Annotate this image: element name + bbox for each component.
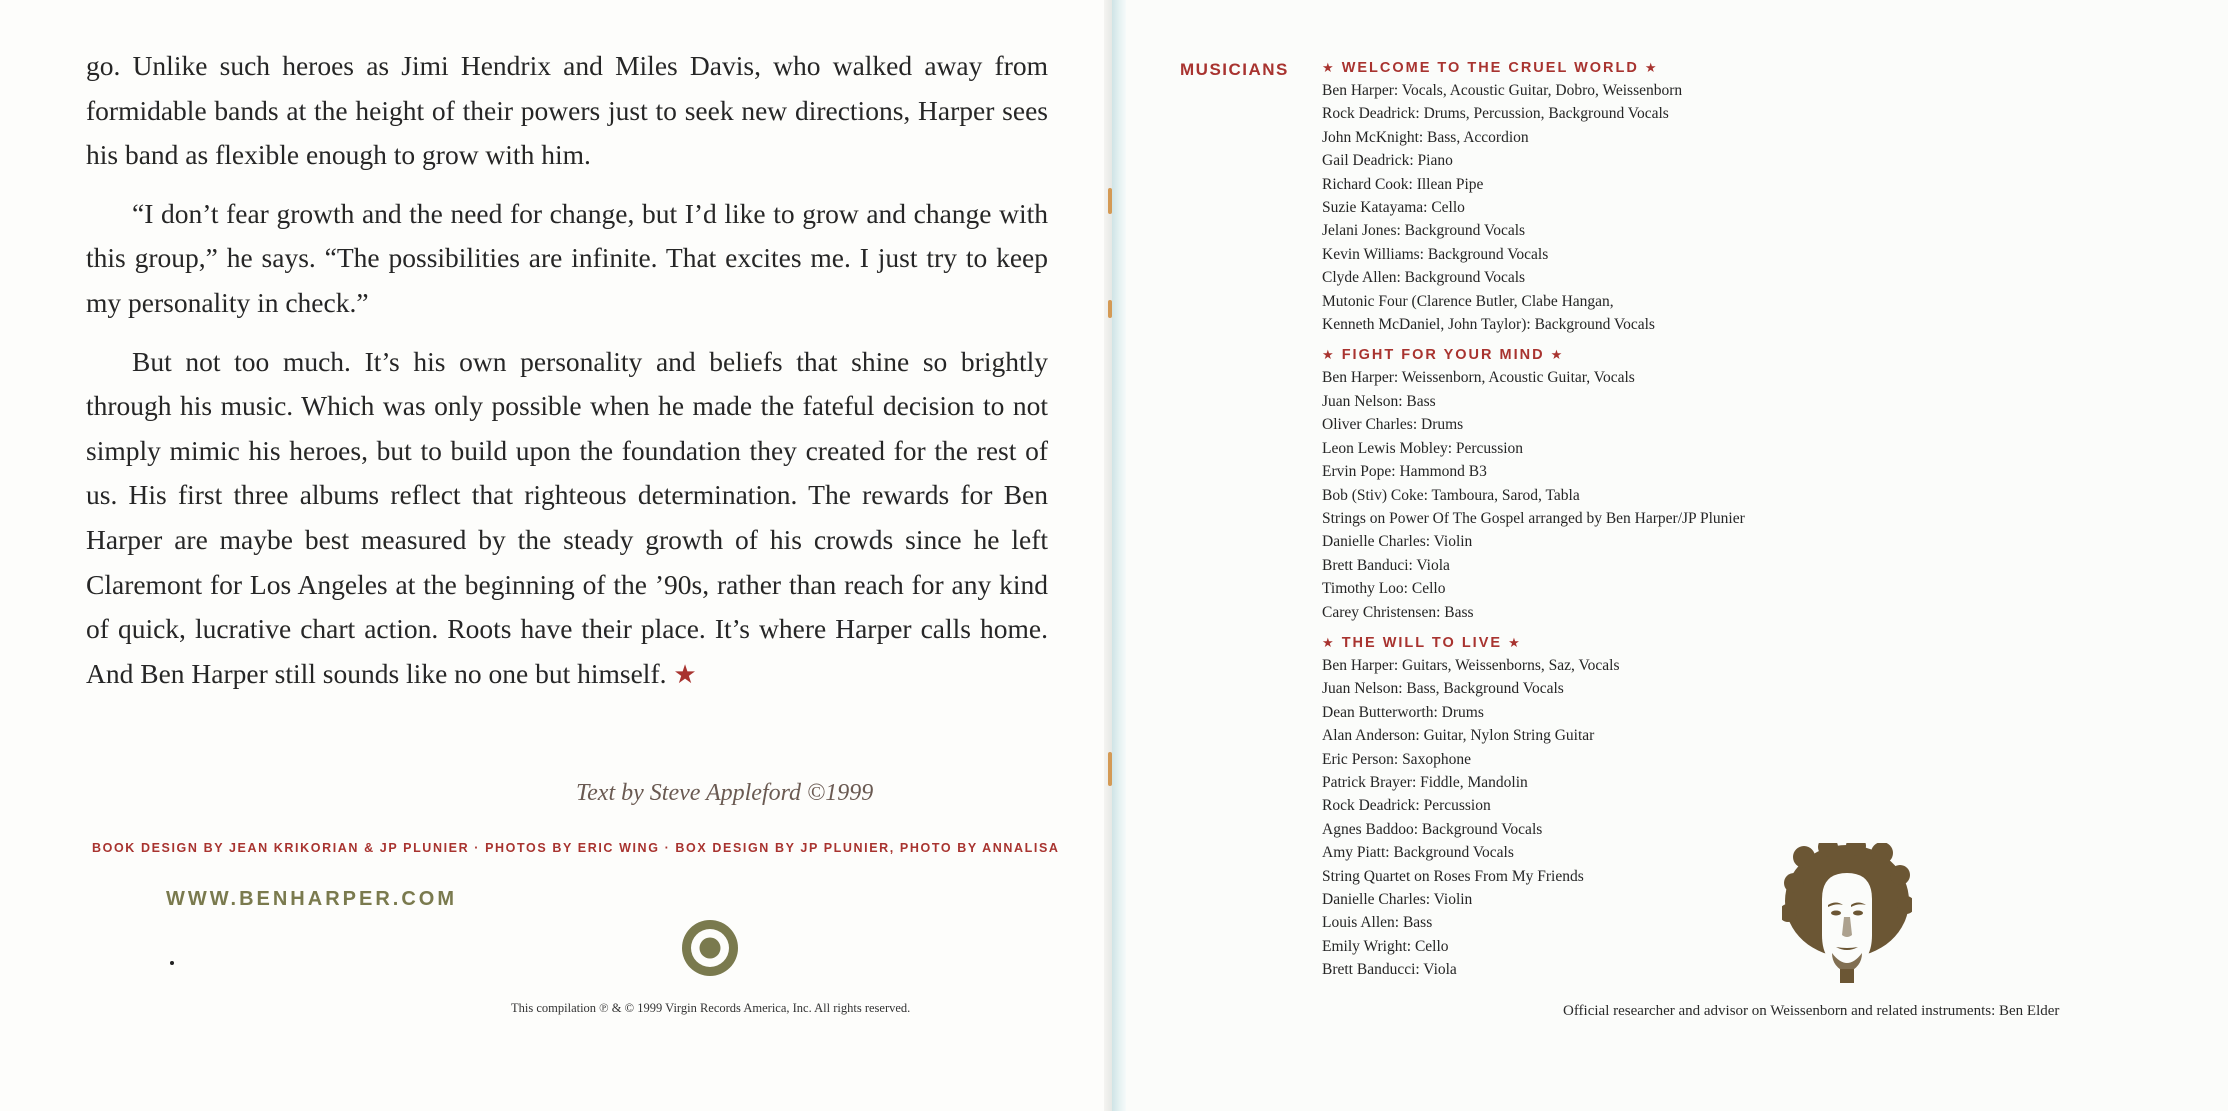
credit-line: Mutonic Four (Clarence Butler, Clabe Hangan, bbox=[1322, 292, 1614, 310]
credit-line: John McKnight: Bass, Accordion bbox=[1322, 128, 1529, 146]
credit-line: Ervin Pope: Hammond B3 bbox=[1322, 463, 1487, 481]
credit-line: Carey Christensen: Bass bbox=[1322, 603, 1474, 621]
credit-line: Ben Harper: Weissenborn, Acoustic Guitar, Vocals bbox=[1322, 369, 1635, 387]
credit-line: Strings on Power Of The Gospel arranged by Ben Harper/JP Plunier bbox=[1322, 509, 1745, 527]
credit-line: Danielle Charles: Violin bbox=[1322, 533, 1473, 551]
website-url: WWW.BENHARPER.COM bbox=[166, 888, 457, 910]
left-page bbox=[0, 0, 1112, 1111]
virgin-target-logo-icon bbox=[680, 918, 740, 978]
essay-paragraph-1: go. Unlike such heroes as Jimi Hendrix and Miles Davis, who walked away from formidable bands at the height of their powers just to seek new directions, Harper sees his band as flexible enough to grow with him. bbox=[86, 50, 1048, 171]
advisor-note: Official researcher and advisor on Weissenborn and related instruments: Ben Elder bbox=[1563, 1003, 2060, 1019]
credit-line: Amy Piatt: Background Vocals bbox=[1322, 844, 1514, 862]
copyright-notice: This compilation ℗ & © 1999 Virgin Records America, Inc. All rights reserved. bbox=[511, 1001, 911, 1015]
end-star-icon: ★ bbox=[673, 659, 697, 689]
album-credits-welcome bbox=[1322, 57, 2082, 336]
credit-line: Leon Lewis Mobley: Percussion bbox=[1322, 439, 1524, 457]
credit-line: Rock Deadrick: Percussion bbox=[1322, 797, 1491, 815]
musicians-heading: MUSICIANS bbox=[1180, 60, 1289, 79]
essay-paragraph-3-text: But not too much. It’s his own personality and beliefs that shine so brightly through his music. Which was only possible when he made the fateful decision to not simply mimic his heroes, but to build upon the foundation they created for the rest of us. His first three albums reflect that righteous determination. The rewards for Ben Harper are maybe best measured by the steady growth of his crowds since he left Claremont for Los Angeles at the beginning of the ’90s, rather than reach for any kind of quick, lucrative chart action. Roots have their place. It’s where Harper calls home. And Ben Harper still sounds like no one but himself. bbox=[86, 345, 1048, 689]
essay-paragraph-3 bbox=[86, 340, 1048, 698]
credit-line: Dean Butterworth: Drums bbox=[1322, 703, 1484, 721]
album-title-text: WELCOME TO THE CRUEL WORLD bbox=[1341, 60, 1639, 76]
album-title-text: FIGHT FOR YOUR MIND bbox=[1341, 347, 1545, 364]
spine-band bbox=[1112, 0, 1126, 1111]
credit-line: Rock Deadrick: Drums, Percussion, Background Vocals bbox=[1322, 105, 1669, 123]
credit-line: Bob (Stiv) Coke: Tamboura, Sarod, Tabla bbox=[1322, 486, 1580, 504]
credit-line: Brett Banducci: Viola bbox=[1322, 961, 1457, 979]
star-icon: ★ bbox=[1550, 347, 1565, 363]
credit-line: Louis Allen: Bass bbox=[1322, 914, 1433, 932]
credit-line: Kenneth McDaniel, John Taylor): Background Vocals bbox=[1322, 316, 1655, 334]
credit-line: Ben Harper: Guitars, Weissenborns, Saz, Vocals bbox=[1322, 656, 1620, 674]
credit-line: Juan Nelson: Bass, Background Vocals bbox=[1322, 680, 1564, 698]
star-icon: ★ bbox=[1322, 634, 1336, 650]
credit-line: Gail Deadrick: Piano bbox=[1322, 152, 1453, 170]
essay-paragraph-2: “I don’t fear growth and the need for change, but I’d like to grow and change with this group,” he says. “The possibilities are infinite. That excites me. I just try to keep my personality in check.” bbox=[86, 197, 1048, 318]
credit-line: Alan Anderson: Guitar, Nylon String Guitar bbox=[1322, 727, 1595, 745]
credit-line: Timothy Loo: Cello bbox=[1322, 580, 1446, 598]
star-icon: ★ bbox=[1644, 60, 1659, 75]
credit-line: Danielle Charles: Violin bbox=[1322, 891, 1473, 908]
star-icon: ★ bbox=[1508, 634, 1522, 650]
page-gutter bbox=[1104, 0, 1112, 1111]
credit-line: Agnes Baddoo: Background Vocals bbox=[1322, 820, 1543, 838]
star-icon: ★ bbox=[1322, 60, 1336, 75]
credit-line: Clyde Allen: Background Vocals bbox=[1322, 269, 1526, 287]
credit-line: Oliver Charles: Drums bbox=[1322, 416, 1464, 434]
musician-credits bbox=[1322, 57, 2082, 990]
credit-line: Jelani Jones: Background Vocals bbox=[1322, 222, 1526, 240]
credit-line: String Quartet on Roses From My Friends bbox=[1322, 867, 1584, 885]
album-credits-fight bbox=[1322, 344, 2082, 623]
credit-line: Eric Person: Saxophone bbox=[1322, 750, 1471, 768]
credit-line: Ben Harper: Vocals, Acoustic Guitar, Dobro, Weissenborn bbox=[1322, 82, 1683, 99]
essay-text bbox=[86, 44, 1048, 711]
edge-stain bbox=[1108, 752, 1112, 786]
album-title bbox=[1322, 632, 2082, 654]
credit-line: Juan Nelson: Bass bbox=[1322, 392, 1436, 410]
credit-line: Suzie Katayama: Cello bbox=[1322, 199, 1465, 217]
artist-portrait-icon bbox=[1782, 843, 1912, 983]
edge-stain bbox=[1108, 188, 1112, 214]
print-dot bbox=[170, 961, 174, 965]
credit-line: Emily Wright: Cello bbox=[1322, 937, 1449, 955]
design-credit: BOOK DESIGN BY JEAN KRIKORIAN & JP PLUNIER · PHOTOS BY ERIC WING · BOX DESIGN BY JP PLUNIER, PHOTO BY ANNALISA bbox=[92, 841, 1060, 855]
star-icon: ★ bbox=[1322, 347, 1336, 363]
edge-stain bbox=[1108, 300, 1112, 318]
credit-line: Patrick Brayer: Fiddle, Mandolin bbox=[1322, 773, 1528, 791]
album-credits-will bbox=[1322, 632, 2082, 982]
author-credit: Text by Steve Appleford ©1999 bbox=[576, 780, 874, 806]
album-title bbox=[1322, 57, 2082, 79]
credit-line: Brett Banduci: Viola bbox=[1322, 556, 1450, 574]
credit-line: Richard Cook: Illean Pipe bbox=[1322, 175, 1484, 193]
credit-line: Kevin Williams: Background Vocals bbox=[1322, 245, 1549, 263]
album-title-text: THE WILL TO LIVE bbox=[1341, 634, 1503, 651]
album-title bbox=[1322, 344, 2082, 366]
